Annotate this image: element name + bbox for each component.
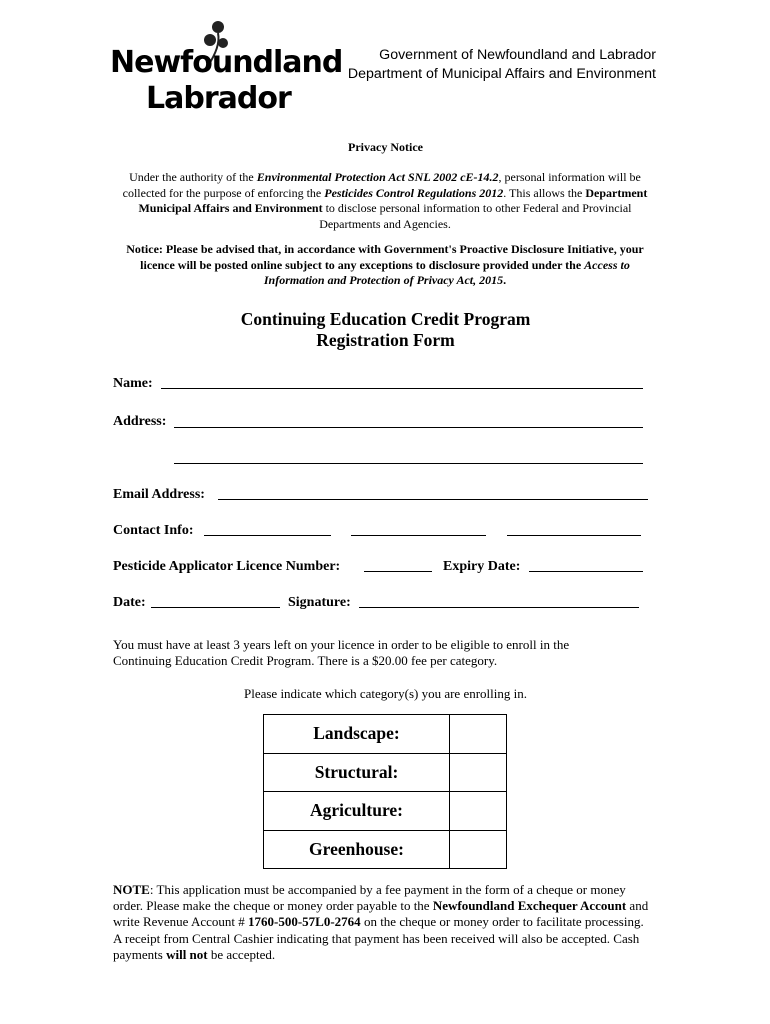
disclosure-notice <box>112 242 658 289</box>
table-row <box>264 792 507 831</box>
signature-label: Signature: <box>288 595 351 610</box>
date-field[interactable] <box>151 607 280 608</box>
address-field-line2[interactable] <box>174 463 643 464</box>
eligibility-line: You must have at least 3 years left on your licence in order to be eligible to enroll in the <box>113 637 570 652</box>
greenhouse-checkbox[interactable] <box>450 830 507 869</box>
regulation-name: Pesticides Control Regulations 2012 <box>324 185 504 200</box>
privacy-heading: Privacy Notice <box>348 140 423 154</box>
department-name: Department of Municipal Affairs and Environment <box>347 66 656 82</box>
note-text: on the cheque or money order to facilitate processing. A receipt from Central Cashier indicating that payment has been received will also be accepted. Cash payments <box>113 914 644 962</box>
agriculture-checkbox[interactable] <box>450 792 507 831</box>
note-emphasis: will not <box>166 946 208 962</box>
act-name: Environmental Protection Act SNL 2002 cE-14.2 <box>256 170 499 184</box>
notice-text: . <box>503 273 507 287</box>
category-label-agriculture: Agriculture: <box>264 792 450 831</box>
contact-info-field-2[interactable] <box>351 535 486 536</box>
privacy-text: Under the authority of the <box>129 170 257 184</box>
privacy-paragraph <box>112 170 658 232</box>
privacy-text: . This allows the <box>503 185 586 200</box>
structural-checkbox[interactable] <box>450 753 507 792</box>
eligibility-text <box>113 637 663 669</box>
category-instruction: Please indicate which category(s) you are enrolling in. <box>243 686 527 701</box>
eligibility-line: Continuing Education Credit Program. There is a $20.00 fee per category. <box>113 653 498 668</box>
email-field[interactable] <box>218 499 648 500</box>
privacy-text: , personal information will be collected for the purpose of enforcing the <box>122 170 641 200</box>
note-text: be accepted. <box>207 946 276 962</box>
licence-number-label: Pesticide Applicator Licence Number: <box>113 559 341 574</box>
government-name: Government of Newfoundland and Labrador <box>379 47 656 63</box>
licence-number-field[interactable] <box>364 571 432 572</box>
contact-info-label: Contact Info: <box>113 523 194 538</box>
contact-info-field-1[interactable] <box>204 535 331 536</box>
note-label: NOTE <box>113 882 150 897</box>
category-label-landscape: Landscape: <box>264 715 450 754</box>
name-field[interactable] <box>161 388 643 389</box>
category-label-structural: Structural: <box>264 753 450 792</box>
government-header <box>320 46 656 84</box>
privacy-text: to disclose personal information to other Federal and Provincial Departments and Agencies. <box>319 201 632 231</box>
notice-text: Notice: Please be advised that, in accordance with Government's Proactive Disclosure Initiative, your licence will be posted online subject to any exceptions to disclosure provided under the <box>126 242 644 272</box>
revenue-account-number: 1760-500-57L0-2764 <box>248 914 361 930</box>
contact-info-field-3[interactable] <box>507 535 641 536</box>
category-label-greenhouse: Greenhouse: <box>264 830 450 869</box>
signature-field[interactable] <box>359 607 639 608</box>
address-field-line1[interactable] <box>174 427 643 428</box>
logo-wordmark-line2: Labrador <box>146 81 291 116</box>
category-table <box>263 714 507 869</box>
landscape-checkbox[interactable] <box>450 715 507 754</box>
note-text: and write Revenue Account # <box>113 898 649 930</box>
department-reference: Department Municipal Affairs and Environment <box>138 185 648 215</box>
expiry-date-label: Expiry Date: <box>443 559 521 574</box>
table-row <box>264 830 507 869</box>
name-label: Name: <box>113 376 153 391</box>
logo-wordmark-line1: Newfoundland <box>110 45 343 80</box>
payment-note <box>113 882 653 963</box>
payee-name: Newfoundland Exchequer Account <box>432 898 627 914</box>
note-text: : This application must be accompanied by a fee payment in the form of a cheque or money order. Please make the cheque or money order payable to the <box>113 882 626 914</box>
atipp-act-name: Access to Information and Protection of Privacy Act, 2015 <box>263 257 630 287</box>
table-row <box>264 715 507 754</box>
expiry-date-field[interactable] <box>529 571 643 572</box>
address-label: Address: <box>113 414 167 429</box>
form-title: Continuing Education Credit Program <box>240 309 531 329</box>
table-row <box>264 753 507 792</box>
date-label: Date: <box>113 595 146 610</box>
form-subtitle: Registration Form <box>316 330 455 350</box>
email-label: Email Address: <box>113 487 205 502</box>
